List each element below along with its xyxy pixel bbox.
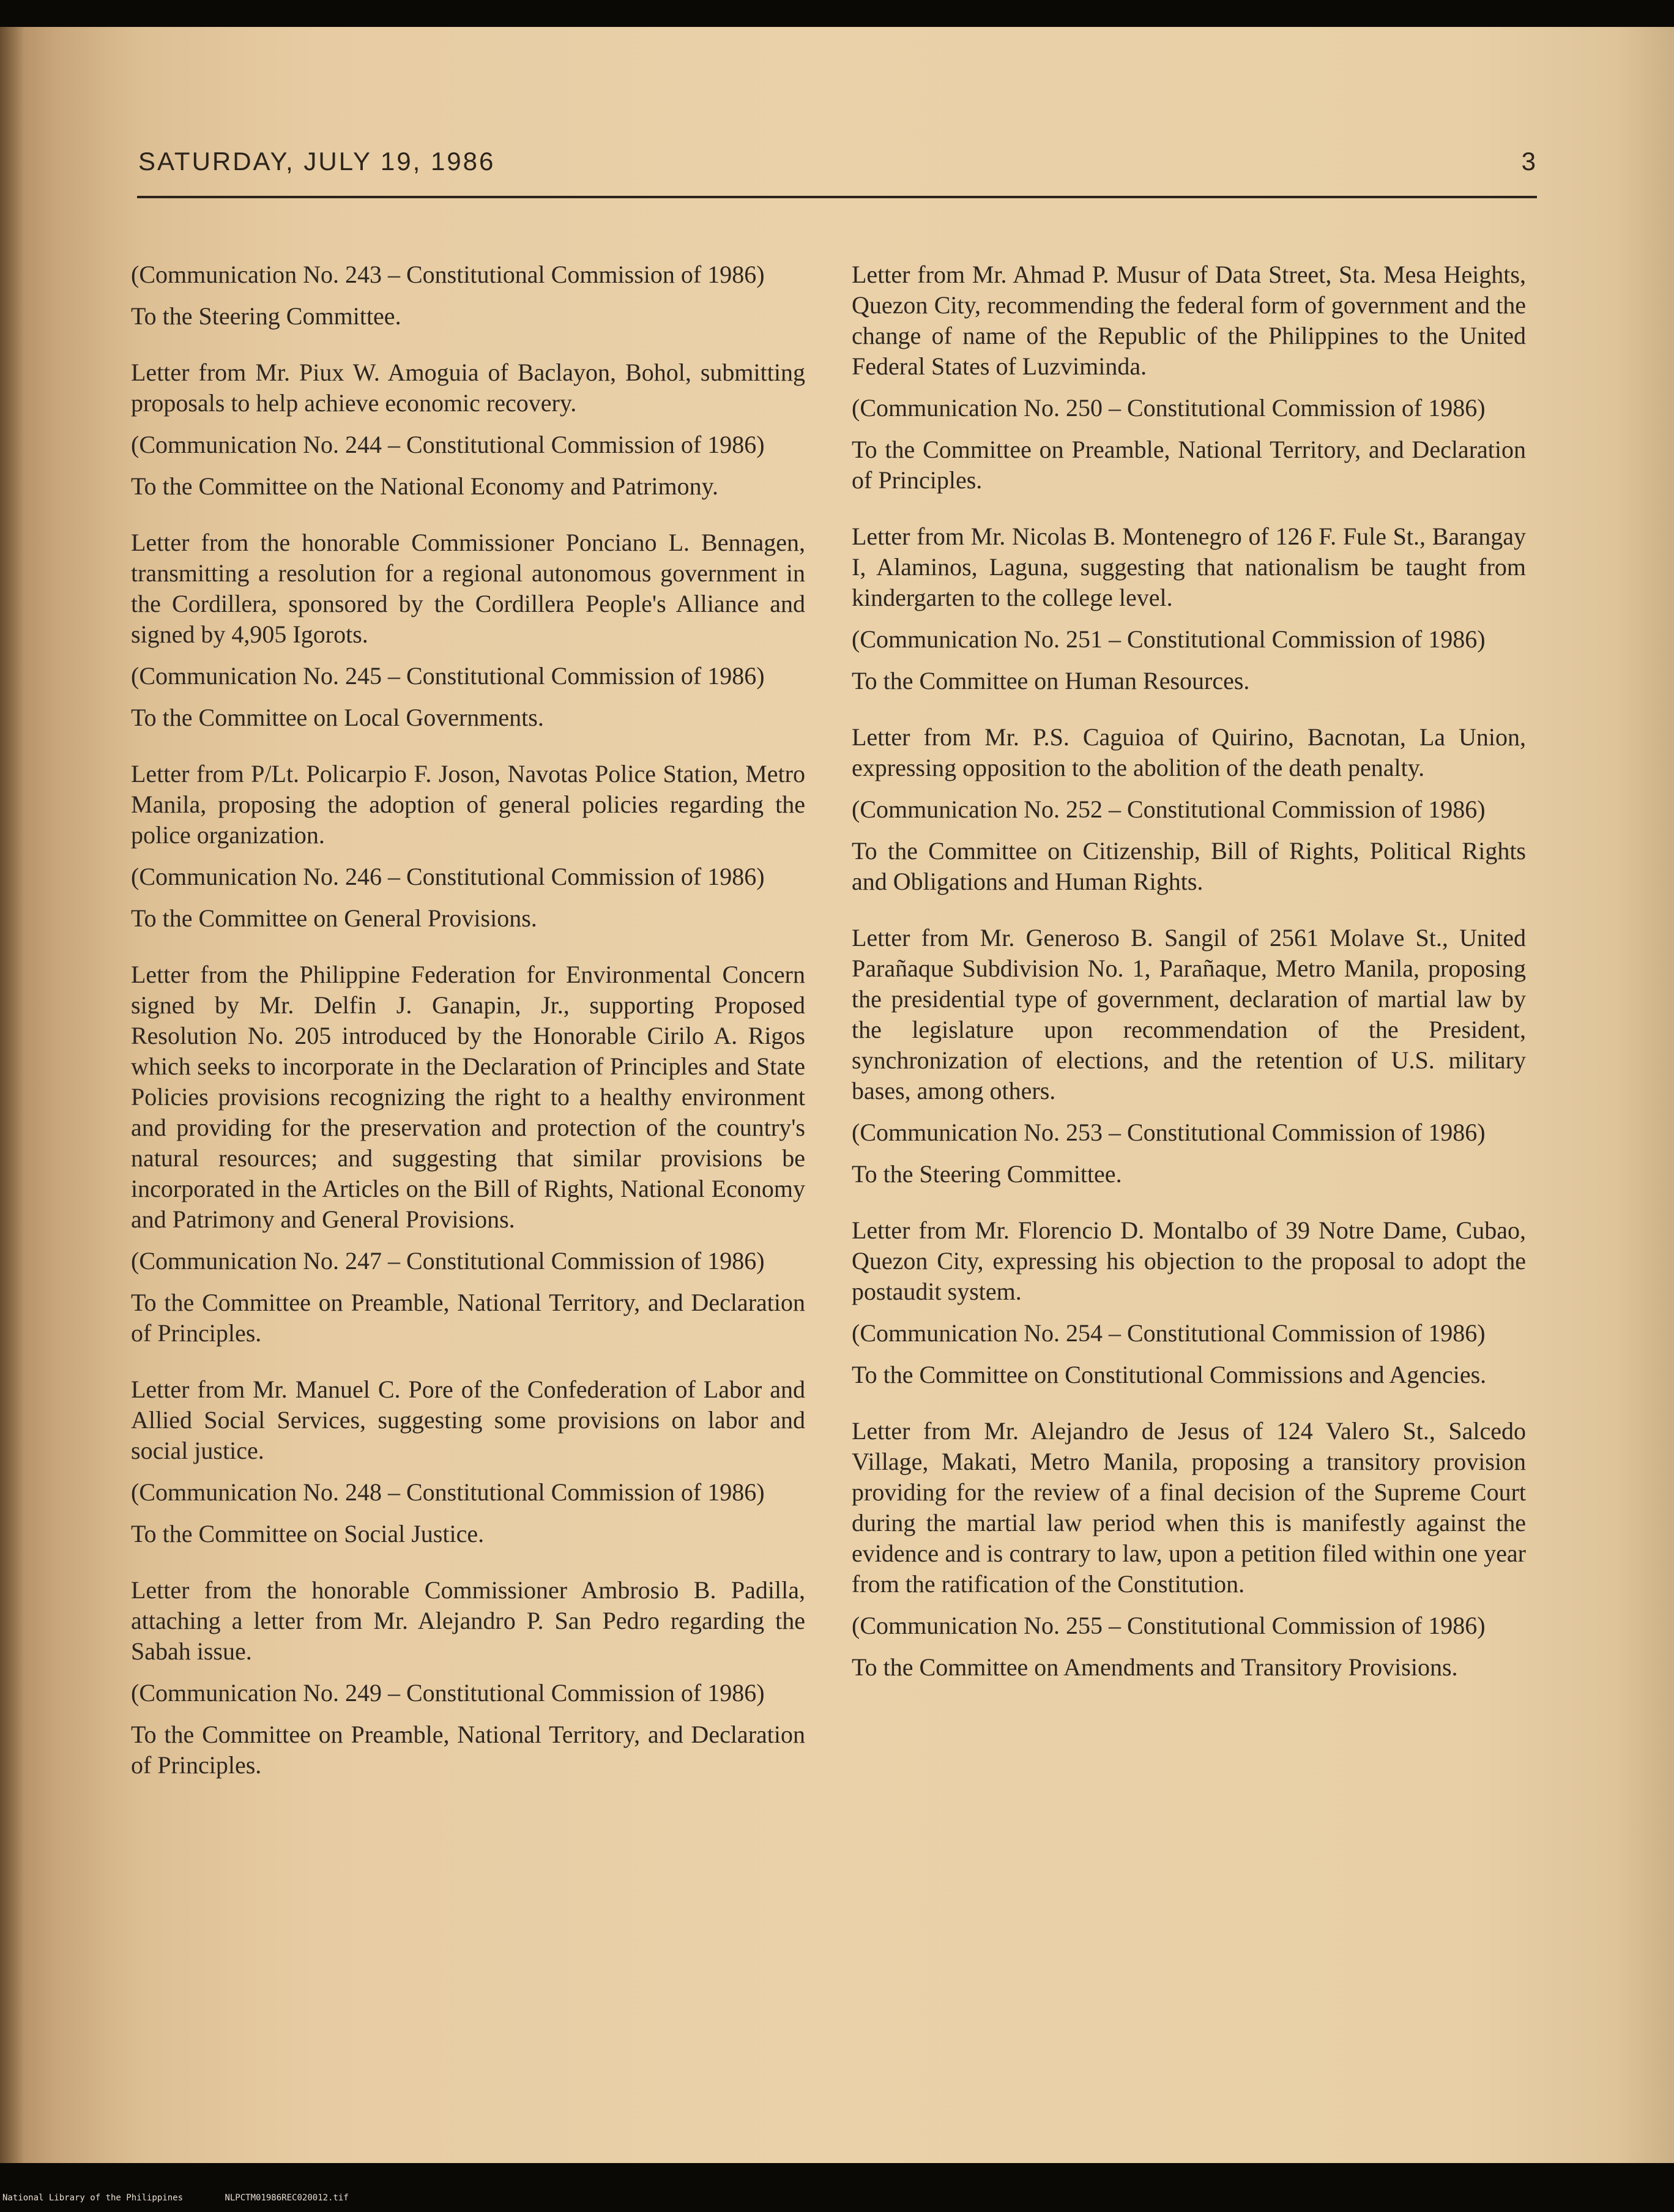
paragraph: Letter from Mr. Generoso B. Sangil of 2561 Molave St., United Parañaque Subdivision No. 1, Parañaque, Metro Manila, proposing the presidential type of government, declaration of martial law by the legislature upon recommendation of the President, synchronization of elections, and the retention of U.S. military bases, among others. — [852, 924, 1526, 1104]
paragraph: To the Steering Committee. — [852, 1160, 1122, 1188]
paragraph: To the Committee on Human Resources. — [852, 667, 1250, 695]
paragraph: Letter from Mr. Alejandro de Jesus of 124 Valero St., Salcedo Village, Makati, Metro Manila, proposing a transitory provision providing for the review of a final decision of the Supreme Court during the martial law period when this is manifestly against the evidence and is contrary to law, upon a petition filed within one year from the ratification of the Constitution. — [852, 1417, 1526, 1598]
paragraph: Letter from the honorable Commissioner Ponciano L. Bennagen, transmitting a resolution for a regional autonomous government in the Cordillera, sponsored by the Cordillera People's Alliance and signed by 4,905 Igorots. — [131, 529, 805, 648]
paragraph: To the Committee on Constitutional Commissions and Agencies. — [852, 1361, 1487, 1388]
paragraph: To the Committee on Local Governments. — [131, 704, 544, 731]
paragraph: (Communication No. 247 – Constitutional Commission of 1986) — [131, 1247, 765, 1275]
paragraph: (Communication No. 250 – Constitutional Commission of 1986) — [852, 394, 1486, 422]
paragraph: Letter from the honorable Commissioner Ambrosio B. Padilla, attaching a letter from Mr. Alejandro P. San Pedro regarding the Sabah issue. — [131, 1576, 805, 1665]
paragraph: To the Committee on General Provisions. — [131, 904, 537, 932]
left-column — [131, 259, 805, 1792]
paragraph: (Communication No. 249 – Constitutional Commission of 1986) — [131, 1679, 765, 1707]
paragraph: Letter from the Philippine Federation for Environmental Concern signed by Mr. Delfin J. Ganapin, Jr., supporting Proposed Resolution No. 205 introduced by the Honorable Cirilo A. Rigos which seeks to incorporate in the Declaration of Principles and State Policies provisions recognizing the right to a healthy environment and providing for the preservation and protection of the country's natural resources; and suggesting that similar provisions be incorporated in the Articles on the Bill of Rights, National Economy and Patrimony and General Provisions. — [131, 961, 805, 1233]
paragraph: Letter from Mr. P.S. Caguioa of Quirino, Bacnotan, La Union, expressing opposition to the abolition of the death penalty. — [852, 723, 1526, 781]
paragraph: To the Committee on Amendments and Transitory Provisions. — [852, 1653, 1458, 1681]
right-column — [852, 259, 1526, 1694]
paragraph: (Communication No. 244 – Constitutional Commission of 1986) — [131, 431, 765, 458]
paragraph: (Communication No. 245 – Constitutional Commission of 1986) — [131, 662, 765, 690]
footer-library: National Library of the Philippines — [2, 2193, 184, 2203]
paragraph: (Communication No. 243 – Constitutional Commission of 1986) — [131, 261, 765, 288]
binding-shadow — [0, 27, 24, 2163]
page-header — [138, 147, 1536, 190]
paragraph: To the Committee on Preamble, National Territory, and Declaration of Principles. — [852, 436, 1526, 494]
header-rule — [137, 196, 1537, 198]
footer-filename: NLPCTM01986REC020012.tif — [225, 2193, 349, 2203]
paragraph: To the Committee on Citizenship, Bill of Rights, Political Rights and Obligations and Human Rights. — [852, 837, 1526, 895]
paragraph: Letter from Mr. Nicolas B. Montenegro of 126 F. Fule St., Barangay I, Alaminos, Laguna, suggesting that nationalism be taught from kindergarten to the college level. — [852, 523, 1526, 611]
document-page — [0, 27, 1674, 2163]
paragraph: To the Steering Committee. — [131, 302, 401, 330]
paragraph: (Communication No. 251 – Constitutional Commission of 1986) — [852, 625, 1486, 653]
scan-footer — [0, 2192, 1674, 2212]
paragraph: To the Committee on Preamble, National Territory, and Declaration of Principles. — [131, 1289, 805, 1347]
page-number: 3 — [1521, 147, 1536, 176]
paragraph: To the Committee on Social Justice. — [131, 1520, 485, 1547]
paragraph: (Communication No. 252 – Constitutional Commission of 1986) — [852, 795, 1486, 823]
paragraph: (Communication No. 248 – Constitutional Commission of 1986) — [131, 1478, 765, 1506]
paragraph: Letter from Mr. Piux W. Amoguia of Baclayon, Bohol, submitting proposals to help achieve economic recovery. — [131, 359, 805, 417]
paragraph: Letter from P/Lt. Policarpio F. Joson, Navotas Police Station, Metro Manila, proposing the adoption of general policies regarding the police organization. — [131, 760, 805, 849]
paragraph: (Communication No. 254 – Constitutional Commission of 1986) — [852, 1319, 1486, 1347]
paragraph: To the Committee on the National Economy and Patrimony. — [131, 472, 718, 500]
paragraph: (Communication No. 246 – Constitutional Commission of 1986) — [131, 863, 765, 890]
header-date: SATURDAY, JULY 19, 1986 — [138, 147, 496, 176]
paragraph: Letter from Mr. Manuel C. Pore of the Confederation of Labor and Allied Social Services, suggesting some provisions on labor and social justice. — [131, 1376, 805, 1464]
paragraph: (Communication No. 253 – Constitutional Commission of 1986) — [852, 1119, 1486, 1146]
paragraph: Letter from Mr. Ahmad P. Musur of Data Street, Sta. Mesa Heights, Quezon City, recommending the federal form of government and the change of name of the Republic of the Philippines to the United Federal States of Luzviminda. — [852, 261, 1526, 380]
paragraph: Letter from Mr. Florencio D. Montalbo of 39 Notre Dame, Cubao, Quezon City, expressing his objection to the proposal to adopt the postaudit system. — [852, 1216, 1526, 1305]
paragraph: (Communication No. 255 – Constitutional Commission of 1986) — [852, 1612, 1486, 1639]
paragraph: To the Committee on Preamble, National Territory, and Declaration of Principles. — [131, 1721, 805, 1779]
